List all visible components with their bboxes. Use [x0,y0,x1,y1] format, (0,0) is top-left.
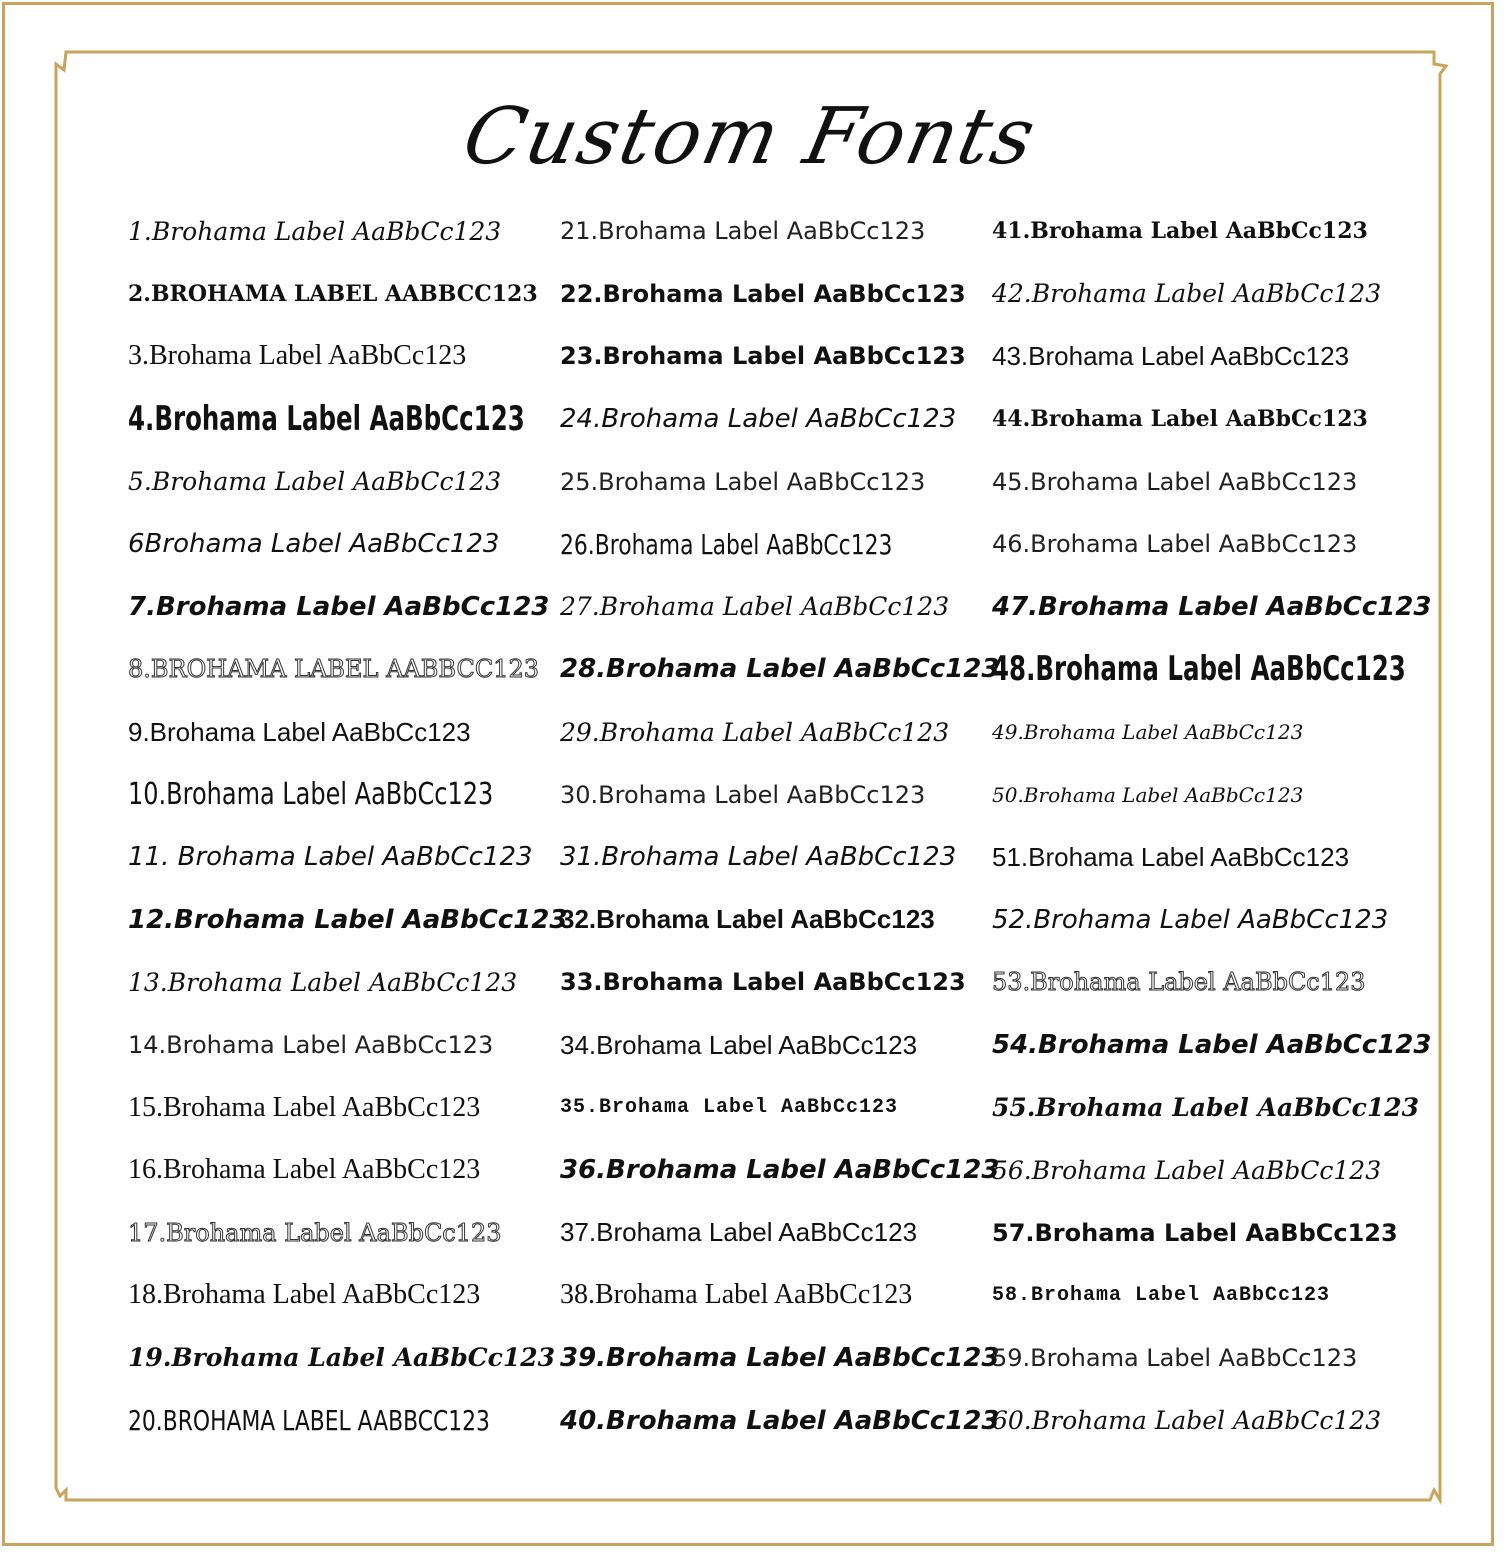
font-sample-text: 22.Brohama Label AaBbCc123 [560,279,966,308]
font-sample-text: 24.Brohama Label AaBbCc123 [560,404,957,435]
font-sample-row [128,1264,508,1327]
font-sample-text: 2.BROHAMA LABEL AABBCC123 [128,280,538,307]
font-sample-text: 45.Brohama Label AaBbCc123 [992,467,1358,496]
font-sample-row [560,263,966,326]
font-sample-text: 37.Brohama Label AaBbCc123 [560,1217,918,1248]
font-sample-text: 51.Brohama Label AaBbCc123 [992,841,1350,872]
font-sample-text: 60.Brohama Label AaBbCc123 [992,1406,1382,1436]
font-sample-text: 8.BROHAMA LABEL AABBCC123 [128,655,539,684]
font-sample-text: 12.Brohama Label AaBbCc123 [128,904,568,935]
font-sample-row [128,951,518,1014]
font-sample-text: 33.Brohama Label AaBbCc123 [560,968,966,997]
font-sample-text: 34.Brohama Label AaBbCc123 [560,1029,918,1060]
font-sample-text: 38.Brohama Label AaBbCc123 [560,1279,913,1311]
font-sample-row [560,1264,940,1327]
font-sample-row [128,1327,556,1390]
font-sample-text: 52.Brohama Label AaBbCc123 [992,904,1389,935]
font-sample-row [992,1139,1382,1202]
font-sample-text: 20.BROHAMA LABEL AABBCC123 [128,1404,490,1438]
font-sample-row [128,388,525,451]
font-sample-row [992,1327,1372,1390]
font-sample-text: 7.Brohama Label AaBbCc123 [128,591,550,622]
font-sample-row [560,763,940,826]
font-sample-row [128,450,508,513]
font-sample-text: 21.Brohama Label AaBbCc123 [560,217,926,246]
font-sample-text: 5.Brohama Label AaBbCc123 [128,467,502,497]
font-sample-row [560,576,950,639]
font-sample-text: 53.Brohama Label AaBbCc123 [992,968,1366,997]
font-sample-text: 32.Brohama Label AaBbCc123 [560,904,935,935]
font-sample-row [992,200,1372,263]
font-sample-row [992,1014,1432,1077]
font-sample-row [560,889,940,952]
font-sample-text: 58.Brohama Label AaBbCc123 [992,1283,1331,1307]
font-sample-text: 16.Brohama Label AaBbCc123 [128,1154,481,1186]
font-sample-row [560,1139,1000,1202]
font-sample-text: 55.Brohama Label AaBbCc123 [992,1093,1420,1123]
font-sample-row [992,576,1432,639]
font-sample-row [560,951,966,1014]
font-sample-text: 25.Brohama Label AaBbCc123 [560,467,926,496]
font-sample-text: 56.Brohama Label AaBbCc123 [992,1155,1382,1185]
font-sample-text: 28.Brohama Label AaBbCc123 [560,654,1000,685]
font-sample-text: 6Brohama Label AaBbCc123 [128,529,500,560]
font-sample-row [992,450,1372,513]
font-sample-row [128,638,539,701]
font-sample-row [128,1389,508,1452]
font-sample-text: 29.Brohama Label AaBbCc123 [560,717,950,747]
font-sample-row [560,1014,940,1077]
font-sample-text: 27.Brohama Label AaBbCc123 [560,592,950,622]
font-sample-row [560,638,1000,701]
font-sample-text: 57.Brohama Label AaBbCc123 [992,1218,1398,1247]
font-sample-row [128,263,538,326]
font-sample-text: 15.Brohama Label AaBbCc123 [128,1091,481,1123]
font-sample-text: 46.Brohama Label AaBbCc123 [992,530,1358,559]
font-sample-row [560,1076,940,1139]
font-sample-row [992,763,1372,826]
page-title: Custom Fonts [455,92,1045,182]
font-sample-text: 31.Brohama Label AaBbCc123 [560,842,957,873]
font-sample-text: 4.Brohama Label AaBbCc123 [128,399,525,440]
font-sample-row [992,1264,1372,1327]
font-sample-text: 36.Brohama Label AaBbCc123 [560,1155,1000,1186]
font-sample-row [992,1389,1382,1452]
font-sample-row [992,263,1382,326]
font-sample-text: 10.Brohama Label AaBbCc123 [128,777,494,813]
font-sample-row [128,200,508,263]
font-sample-text: 13.Brohama Label AaBbCc123 [128,967,518,997]
font-sample-row [128,701,508,764]
font-sample-row [560,701,950,764]
font-sample-row [992,951,1372,1014]
font-sample-text: 18.Brohama Label AaBbCc123 [128,1279,481,1311]
font-sample-text: 41.Brohama Label AaBbCc123 [992,218,1368,245]
font-sample-row [128,1139,508,1202]
font-sample-text: 11. Brohama Label AaBbCc123 [128,842,533,873]
font-sample-row [992,889,1389,952]
font-sample-text: 30.Brohama Label AaBbCc123 [560,780,926,809]
font-sample-row [128,826,533,889]
font-sample-text: 23.Brohama Label AaBbCc123 [560,342,966,371]
font-sample-text: 54.Brohama Label AaBbCc123 [992,1030,1432,1061]
font-sample-row [560,513,940,576]
font-sample-text: 39.Brohama Label AaBbCc123 [560,1342,1000,1373]
font-sample-row [560,450,940,513]
font-column-1 [128,200,568,1452]
font-sample-row [128,1014,508,1077]
font-sample-text: 49.Brohama Label AaBbCc123 [992,720,1304,745]
font-sample-text: 47.Brohama Label AaBbCc123 [992,591,1432,622]
font-sample-text: 50.Brohama Label AaBbCc123 [992,782,1304,807]
font-column-3 [992,200,1432,1452]
font-sample-text: 1.Brohama Label AaBbCc123 [128,216,502,246]
font-sample-row [128,763,508,826]
font-sample-row [128,1076,508,1139]
font-sample-row [560,826,957,889]
font-sample-row [992,638,1406,701]
font-column-2 [560,200,1000,1452]
font-sample-row [992,388,1372,451]
font-sample-row [992,1076,1420,1139]
font-sample-text: 42.Brohama Label AaBbCc123 [992,279,1382,309]
font-sample-row [128,513,508,576]
font-sample-row [128,889,568,952]
font-sample-row [992,325,1372,388]
font-sample-row [992,1202,1398,1265]
font-sample-row [560,1202,940,1265]
font-sample-text: 44.Brohama Label AaBbCc123 [992,406,1368,433]
font-sample-text: 17.Brohama Label AaBbCc123 [128,1218,502,1247]
font-sample-row [560,1327,1000,1390]
font-sample-text: 40.Brohama Label AaBbCc123 [560,1405,1000,1436]
font-sample-row [992,826,1372,889]
font-sample-text: 14.Brohama Label AaBbCc123 [128,1031,494,1060]
font-sample-text: 19.Brohama Label AaBbCc123 [128,1343,556,1373]
font-sample-text: 35.Brohama Label AaBbCc123 [560,1096,899,1120]
font-sample-text: 59.Brohama Label AaBbCc123 [992,1343,1358,1372]
font-sample-row [992,701,1372,764]
font-sample-row [560,1389,1000,1452]
font-sample-text: 3.Brohama Label AaBbCc123 [128,340,467,372]
font-sample-row [560,325,966,388]
font-sample-row [128,325,508,388]
font-sample-text: 43.Brohama Label AaBbCc123 [992,340,1350,371]
font-sample-text: 48.Brohama Label AaBbCc123 [992,649,1406,690]
font-sample-row [560,200,940,263]
font-sample-row [128,576,550,639]
font-sample-row [992,513,1372,576]
font-sample-text: 26.Brohama Label AaBbCc123 [560,527,893,561]
font-sample-text: 9.Brohama Label AaBbCc123 [128,716,471,747]
font-sample-row [560,388,957,451]
font-sample-row [128,1202,508,1265]
